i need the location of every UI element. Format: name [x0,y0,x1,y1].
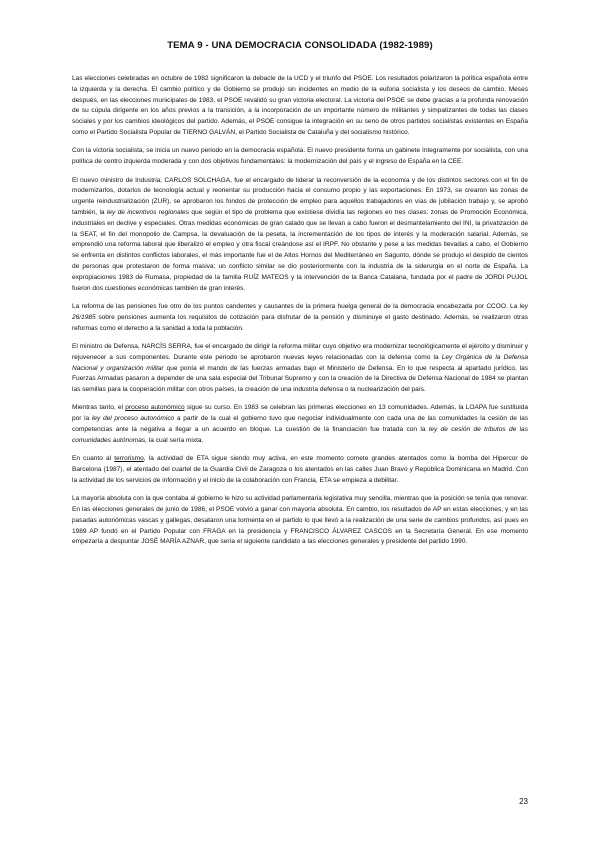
italic-text: ley del proceso autonómico [91,415,175,423]
italic-text: ley 26/1985 [72,302,528,321]
paragraph-victoria-socialista [72,146,528,168]
italic-text: Ley Orgánica de la Defensa Nacional y organización militar [72,353,528,372]
text-run: El nuevo ministro de Industria, CARLOS SOLCHAGA, fue el encargado de liderar la reconversión de la economía y de los distintos sectores con el fin de modernizarlos, dotarlos de tecnología actual y reorientar su producción hacia el consumo propio y las exportaciones. En 1973, se crearon las zonas de urgente reindustrialización (ZUR), se aprobaron los fondos de protección de empleo para aquellos trabajadores en vías de jubilación trabajo y, se aprobó también, la [72,176,528,216]
italic-text: ley de incentivos regionales [106,208,189,216]
text-run: a partir de la cual el gobierno tuvo que negociar individualmente con cada una de las comunidades la cesión de las competencias ante la negativa a llegar a un acuerdo en bloque. La cuestión de la financiación fue tratada con la [72,415,528,434]
paragraph-mayoria-absoluta [72,494,528,548]
text-run: La reforma de las pensiones fue otro de los puntos candentes y causantes de la primera huelga general de la democracia encabezada por CCOO. La [72,302,520,310]
text-run: que ponía el mando de las fuerzas armadas bajo el Ministerio de Defensa. En lo que respecta al apartado jurídico, las Fuerzas Armadas pasaron a depender de una sala especial del Tribunal Supremo y con la creación de la Directiva de Defensa Nacional de 1984 se plantan las semillas para la cooperación militar con otros países, la creación de una industria defensa o la nuclearización del país. [72,364,528,394]
text-run: Con la victoria socialista, se inicia un nuevo periodo en la democracia española. El nuevo presidente forma un gabinete íntegramente por socialista, con una política de centro izquierda moderada y con dos objetivos fundamentales: la modernización del país y el ingreso de España en la CEE. [72,147,528,166]
document-title: TEMA 9 - UNA DEMOCRACIA CONSOLIDADA (1982-1989) [167,40,433,51]
text-run: Mientras tanto, el [72,404,126,412]
paragraph-terrorismo [72,454,528,486]
text-run: , la actividad de ETA sigue siendo muy activa, en este momento comete grandes atentados como la bomba del Hipercor de Barcelona (1987), el atentado del cuartel de la Guardia Civil de Zaragoza o los atentados en las calles Juan Bravo y República Dominicana en Madrid. Con la actividad de los servicios de información y el inicio de la colaboración con Francia, ETA se empieza a debilitar. [72,455,529,484]
document-body [72,74,528,556]
text-run: sobre pensiones aumenta los requisitos de cotización para disfrutar de la pensión y disminuye el gasto destinado. Además, se realizaron otras reformas como el derecho a la sanidad a toda la población. [72,313,528,332]
text-run: En cuanto al [72,455,115,463]
page-number: 23 [519,797,528,806]
text-run: la cual sería mixta. [146,436,204,444]
paragraph-defensa [72,342,528,396]
text-run: Las elecciones celebradas en octubre de 1982 significaron la debacle de la UCD y el triunfo del PSOE. Los resultados polarizaron la política española entre la izquierda y la derecha. El cambio político y de Gobierno se produjo sin incidentes en medio de la euforia socialista y los deseos de cambio. Meses después, en las elecciones municipales de 1983, el PSOE revalidó su gran victoria electoral. La victoria del PSOE se debe gracias a la profunda renovación de su cúpula dirigente en los años previos a la transición, a la incorporación de un importante número de militantes y simpatizantes de todas las clases sociales y por los cambios ideológicos del partido. Además, el PSOE consigue la integración en su seno de otros partidos socialistas existentes en España como el Partido Socialista Popular de TIERNO GALVÁN, el Partido Socialista de Cataluña y del socialismo histórico. [72,75,528,136]
text-run: sigue su curso. En 1983 se celebran las primeras elecciones en 13 comunidades. Además, la LOAPA fue sustituida por la [72,404,528,423]
text-run: El ministro de Defensa, NARCÍS SERRA, fue el encargado de dirigir la reforma militar cuyo objetivo era modernizar tecnológicamente el ejército y disminuir y rejuvenecer a sus componentes. Durante este periodo se aprobaron nuevas leyes relacionadas con la defensa como la [72,342,528,361]
text-run: que según el tipo de problema que existiese dividía las regiones en tres clases: zonas de Promoción Económica, industriales en declive y especiales. Otras medidas económicas de gran calado que se llevan a cabo fueron el desmantelamiento del INI, la privatización de la SEAT, el fin del monopolio de Campsa, la devaluación de la peseta, la incrementación de los tipos de interés y la moderación salarial. Además, se emprendió una reforma laboral que liberalizó el empleo y otra fiscal creándose así el IRPF. No obstante y pese a las medidas llevadas a cabo, el Gobierno se enfrenta en distintos conflictos laborales, el más importante fue el de Altos Hornos del Mediterráneo en Sagunto, dónde se produjo el despido de cientos de personas que protestaron de forma masiva; un conflicto similar se dio posteriormente con la industria de la siderurgia en el norte de España. La expropiaciones 1983 de Rumasa, propiedad de la familia RUÍZ MATEOS y la intervención de la Banca Catalana, fundada por el padre de JORDI PUJOL fueron dos cuestiones económicas también de gran interés. [72,208,528,292]
italic-text: ley de cesión de tributos de las comunidades autónomas, [72,426,528,444]
underlined-text: terrorismo [114,455,144,463]
paragraph-proceso-autonomico [72,403,528,446]
paragraph-pensiones [72,302,528,334]
paragraph-industria [72,176,528,295]
underlined-text: proceso autonómico [125,404,185,412]
paragraph-elecciones-1982 [72,74,528,139]
text-run: La mayoría absoluta con la que contaba al gobierno le hizo su actividad parlamentaria legislativa muy sencilla, mientras que la posición se tenía que renovar. En las elecciones generales de junio de 1986, el PSOE volvió a ganar con mayoría absoluta. En cambio, los resultados de AP en estas elecciones, y en las pasadas autonómicas vascas y gallegas, desataron una tormenta en el partido lo que llevó a la realización de una serie de cambios profundos, así pues en 1989 AP fundó en el Partido Popular con FRAGA en la presidencia y FRANCISCO ÁLVAREZ CASCOS en la Secretaría General. En ese momento empezaría a despuntar JOSÉ MARÍA AZNAR, que sería el siguiente candidato a las elecciones generales y presidente del partido 1990. [72,495,528,546]
